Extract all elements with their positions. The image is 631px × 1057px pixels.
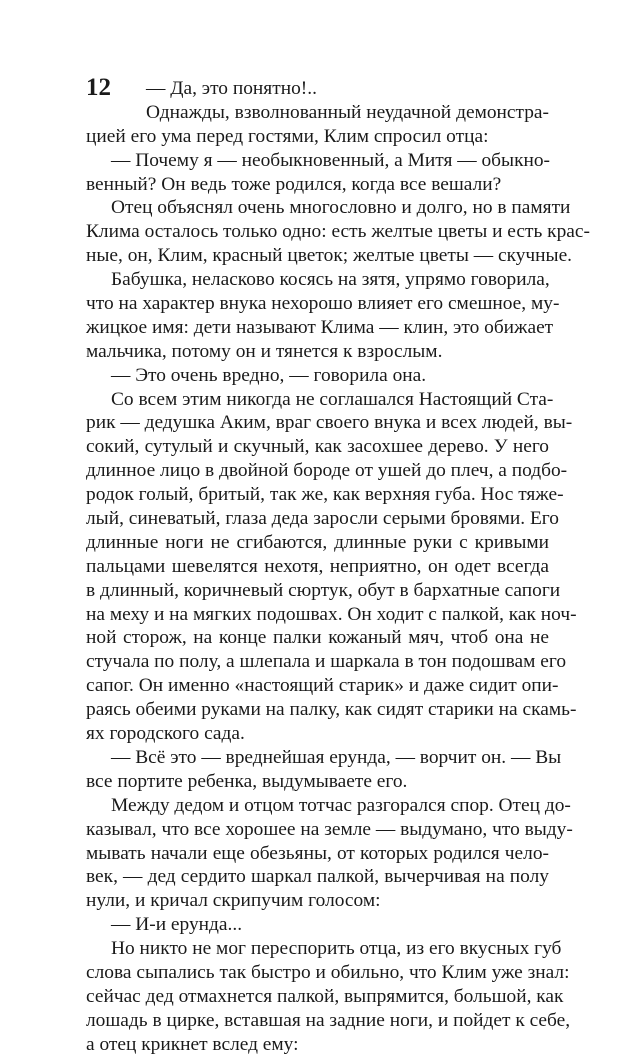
body-text xyxy=(86,77,590,1057)
text-line: Со всем этим никогда не соглашался Настоящий Ста- xyxy=(111,388,554,410)
text-line: родок голый, бритый, так же, как верхняя губа. Нос тяже- xyxy=(86,484,564,506)
text-line: лый, синеватый, глаза деда заросли серыми бровями. Его xyxy=(86,508,559,530)
text-line: рик — дедушка Аким, враг своего внука и всех людей, вы- xyxy=(86,412,573,434)
text-line: пальцами шевелятся нехотя, неприятно, он одет всегда xyxy=(86,555,549,577)
text-line: нули, и кричал скрипучим голосом: xyxy=(86,890,381,912)
text-line: слова сыпались так быстро и обильно, что Клим уже знал: xyxy=(86,961,570,983)
text-line: длинные ноги не сгибаются, длинные руки с кривыми xyxy=(86,531,549,553)
text-line: сапог. Он именно «настоящий старик» и даже сидит опи- xyxy=(86,675,559,697)
text-line: Отец объяснял очень многословно и долго, но в памяти xyxy=(111,197,571,219)
text-line: казывал, что все хорошее на земле — выдумано, что выду- xyxy=(86,818,573,840)
text-line: мальчика, потому он и тянется к взрослым. xyxy=(86,340,443,362)
text-line: — Почему я — необыкновенный, а Митя — обыкно- xyxy=(111,149,551,171)
text-line: век, — дед сердито шаркал палкой, вычерчивая на полу xyxy=(86,866,549,888)
text-line: ной сторож, на конце палки кожаный мяч, чтоб она не xyxy=(86,627,549,649)
text-line: жицкое имя: дети называют Клима — клин, это обижает xyxy=(86,316,554,338)
text-line: сокий, сутулый и скучный, как засохшее дерево. У него xyxy=(86,436,549,458)
text-line: — И-и ерунда... xyxy=(111,914,243,936)
text-line: Клима осталось только одно: есть желтые цветы и есть крас- xyxy=(86,221,590,243)
text-line: Но никто не мог переспорить отца, из его вкусных губ xyxy=(111,938,562,960)
text-line: Однажды, взволнованный неудачной демонстра- xyxy=(146,101,549,123)
text-line: что на характер внука нехорошо влияет его смешное, му- xyxy=(86,293,560,315)
text-line: — Да, это понятно!.. xyxy=(146,78,317,99)
page-number: 12 xyxy=(86,74,111,101)
text-line: лошадь в цирке, вставшая на задние ноги, и пойдет к себе, xyxy=(86,1009,571,1031)
text-line: ные, он, Клим, красный цветок; желтые цветы — скучные. xyxy=(86,245,573,267)
text-line: ях городского сада. xyxy=(86,723,245,745)
text-line: цией его ума перед гостями, Клим спросил отца: xyxy=(86,125,489,147)
text-line: раясь обеими руками на палку, как сидят старики на скамь- xyxy=(86,699,577,721)
text-line: длинное лицо в двойной бороде от ушей до плеч, а подбо- xyxy=(86,460,568,482)
text-line: стучала по полу, а шлепала и шаркала в тон подошвам его xyxy=(86,651,567,673)
text-line: Бабушка, неласково косясь на зятя, упрямо говорила, xyxy=(111,269,550,291)
text-line: в длинный, коричневый сюртук, обут в бархатные сапоги xyxy=(86,579,561,601)
text-line: мывать начали еще обезьяны, от которых родился чело- xyxy=(86,842,549,864)
text-line: — Всё это — вреднейшая ерунда, — ворчит он. — Вы xyxy=(111,746,562,768)
text-line: венный? Он ведь тоже родился, когда все вешали? xyxy=(86,173,502,195)
text-line: на меху и на мягких подошвах. Он ходит с палкой, как ноч- xyxy=(86,603,577,625)
text-line: сейчас дед отмахнется палкой, выпрямится, большой, как xyxy=(86,985,564,1007)
text-line: — Это очень вредно, — говорила она. xyxy=(111,364,427,386)
text-line: Между дедом и отцом тотчас разгорался спор. Отец до- xyxy=(111,794,571,816)
text-line: а отец крикнет вслед ему: xyxy=(86,1033,299,1055)
text-line: все портите ребенка, выдумываете его. xyxy=(86,770,408,792)
